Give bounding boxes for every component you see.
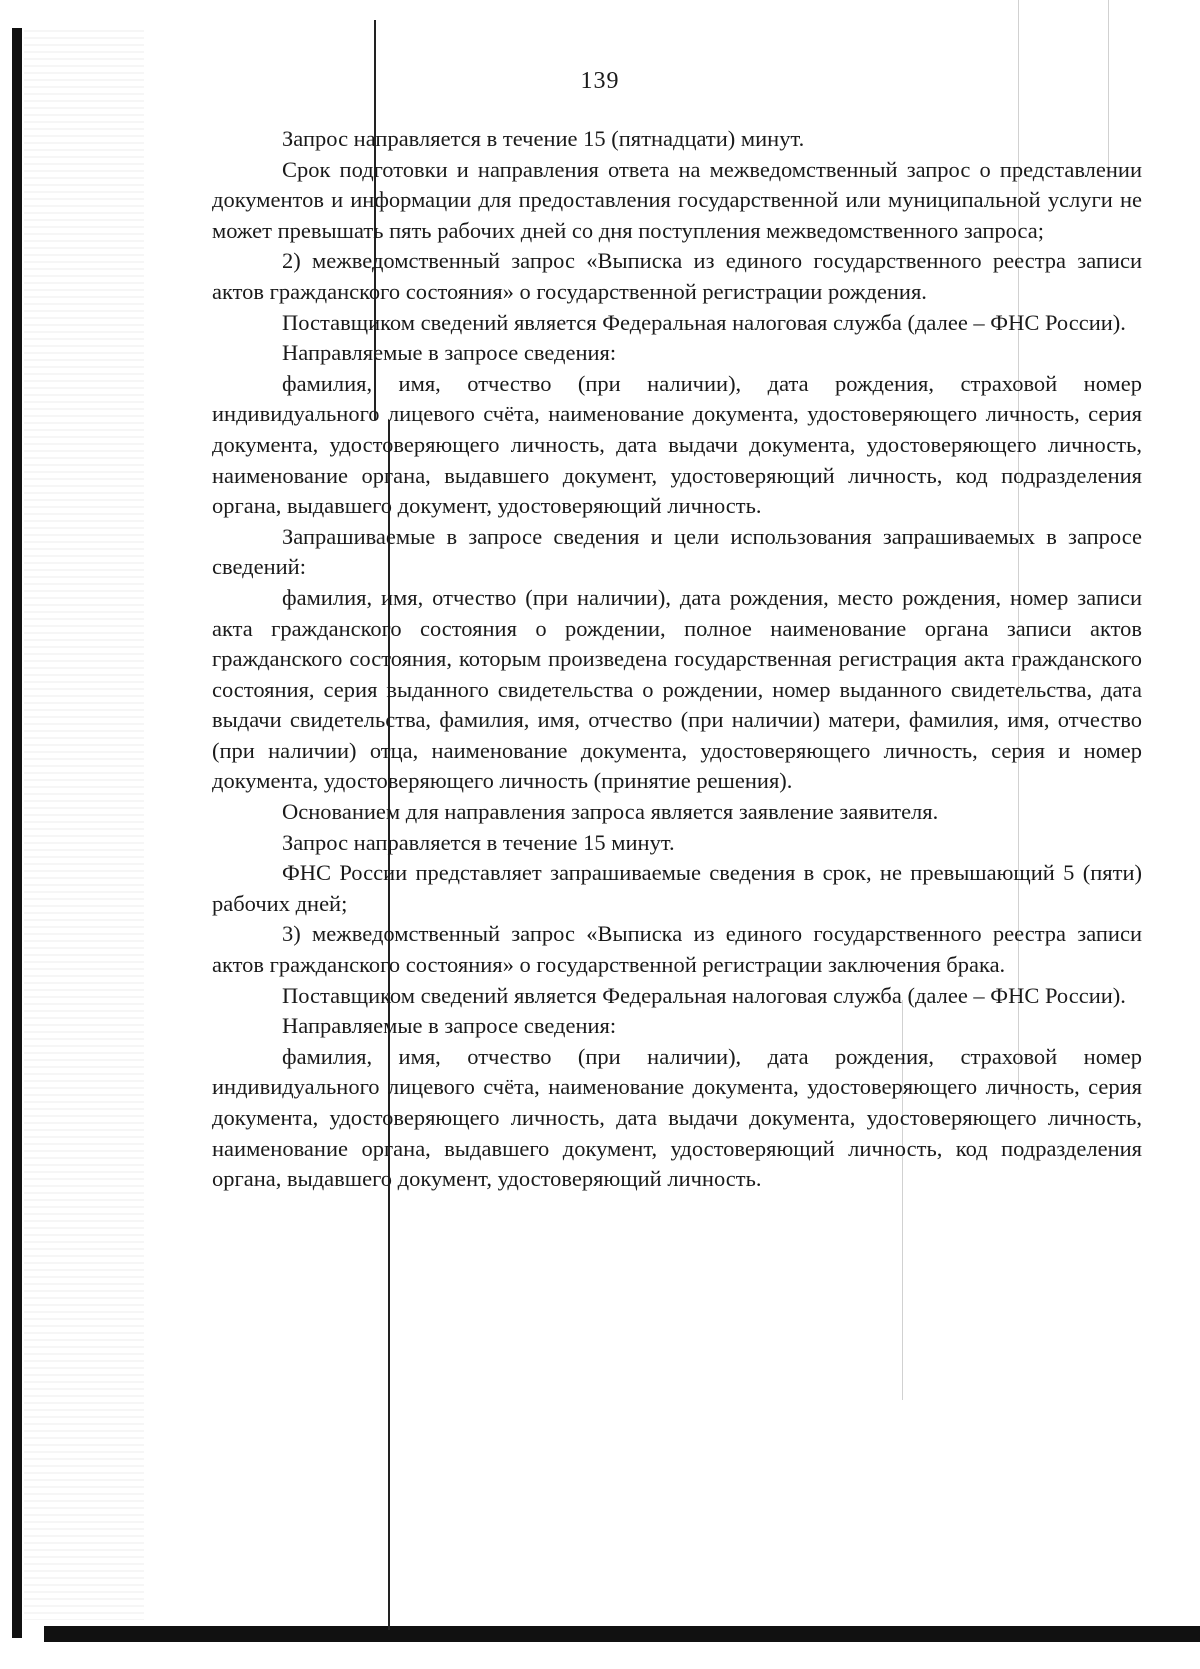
page-number: 139 <box>580 68 620 94</box>
paragraph: Направляемые в запросе сведения: <box>282 1013 617 1039</box>
paragraph: Срок подготовки и направления ответа на межведомственный запрос о представлении документов и информации для предоставления государственной или муниципальной услуги не может превышать пять рабочих дней со дня поступления межведомственного запроса; <box>212 156 1142 243</box>
paragraph: Основанием для направления запроса является заявление заявителя. <box>282 799 939 825</box>
scan-noise <box>24 30 144 1620</box>
paragraph: фамилия, имя, отчество (при наличии), дата рождения, место рождения, номер записи акта гражданского состояния о рождении, полное наименование органа записи актов гражданского состояния, которым произведена государственная регистрация акта гражданского состояния, серия выданного свидетельства о рождении, номер выданного свидетельства, дата выдачи свидетельства, фамилия, имя, отчество (при наличии) матери, фамилия, имя, отчество (при наличии) отца, наименование документа, удостоверяющего личность, серия и номер документа, удостоверяющего личность (принятие решения). <box>212 584 1142 794</box>
paragraph: фамилия, имя, отчество (при наличии), дата рождения, страховой номер индивидуального лицевого счёта, наименование документа, удостоверяющего личность, серия документа, удостоверяющего личность, дата выдачи документа, удостоверяющего личность, наименование органа, выдавшего документ, удостоверяющий личность, код подразделения органа, выдавшего документ, удостоверяющий личность. <box>212 370 1142 519</box>
paragraph: Направляемые в запросе сведения: <box>282 340 617 366</box>
paragraph: ФНС России представляет запрашиваемые сведения в срок, не превышающий 5 (пяти) рабочих дней; <box>212 860 1142 916</box>
scan-edge-bottom <box>44 1626 1200 1642</box>
scan-edge-left <box>12 28 22 1638</box>
document-body <box>212 124 1142 1195</box>
paragraph: 3) межведомственный запрос «Выписка из единого государственного реестра записи актов гражданского состояния» о государственной регистрации заключения брака. <box>212 921 1142 978</box>
paragraph: Запрос направляется в течение 15 минут. <box>282 829 675 855</box>
paragraph: Поставщиком сведений является Федеральная налоговая служба (далее – ФНС России). <box>282 982 1126 1008</box>
paragraph: Поставщиком сведений является Федеральная налоговая служба (далее – ФНС России). <box>282 309 1126 335</box>
paragraph: Запрос направляется в течение 15 (пятнадцати) минут. <box>282 126 805 151</box>
paragraph: Запрашиваемые в запросе сведения и цели использования запрашиваемых в запросе сведений: <box>212 523 1142 580</box>
paragraph: фамилия, имя, отчество (при наличии), дата рождения, страховой номер индивидуального лицевого счёта, наименование документа, удостоверяющего личность, серия документа, удостоверяющего личность, дата выдачи документа, удостоверяющего личность, наименование органа, выдавшего документ, удостоверяющий личность, код подразделения органа, выдавшего документ, удостоверяющий личность. <box>212 1043 1142 1192</box>
paragraph: 2) межведомственный запрос «Выписка из единого государственного реестра записи актов гражданского состояния» о государственной регистрации рождения. <box>212 248 1142 304</box>
